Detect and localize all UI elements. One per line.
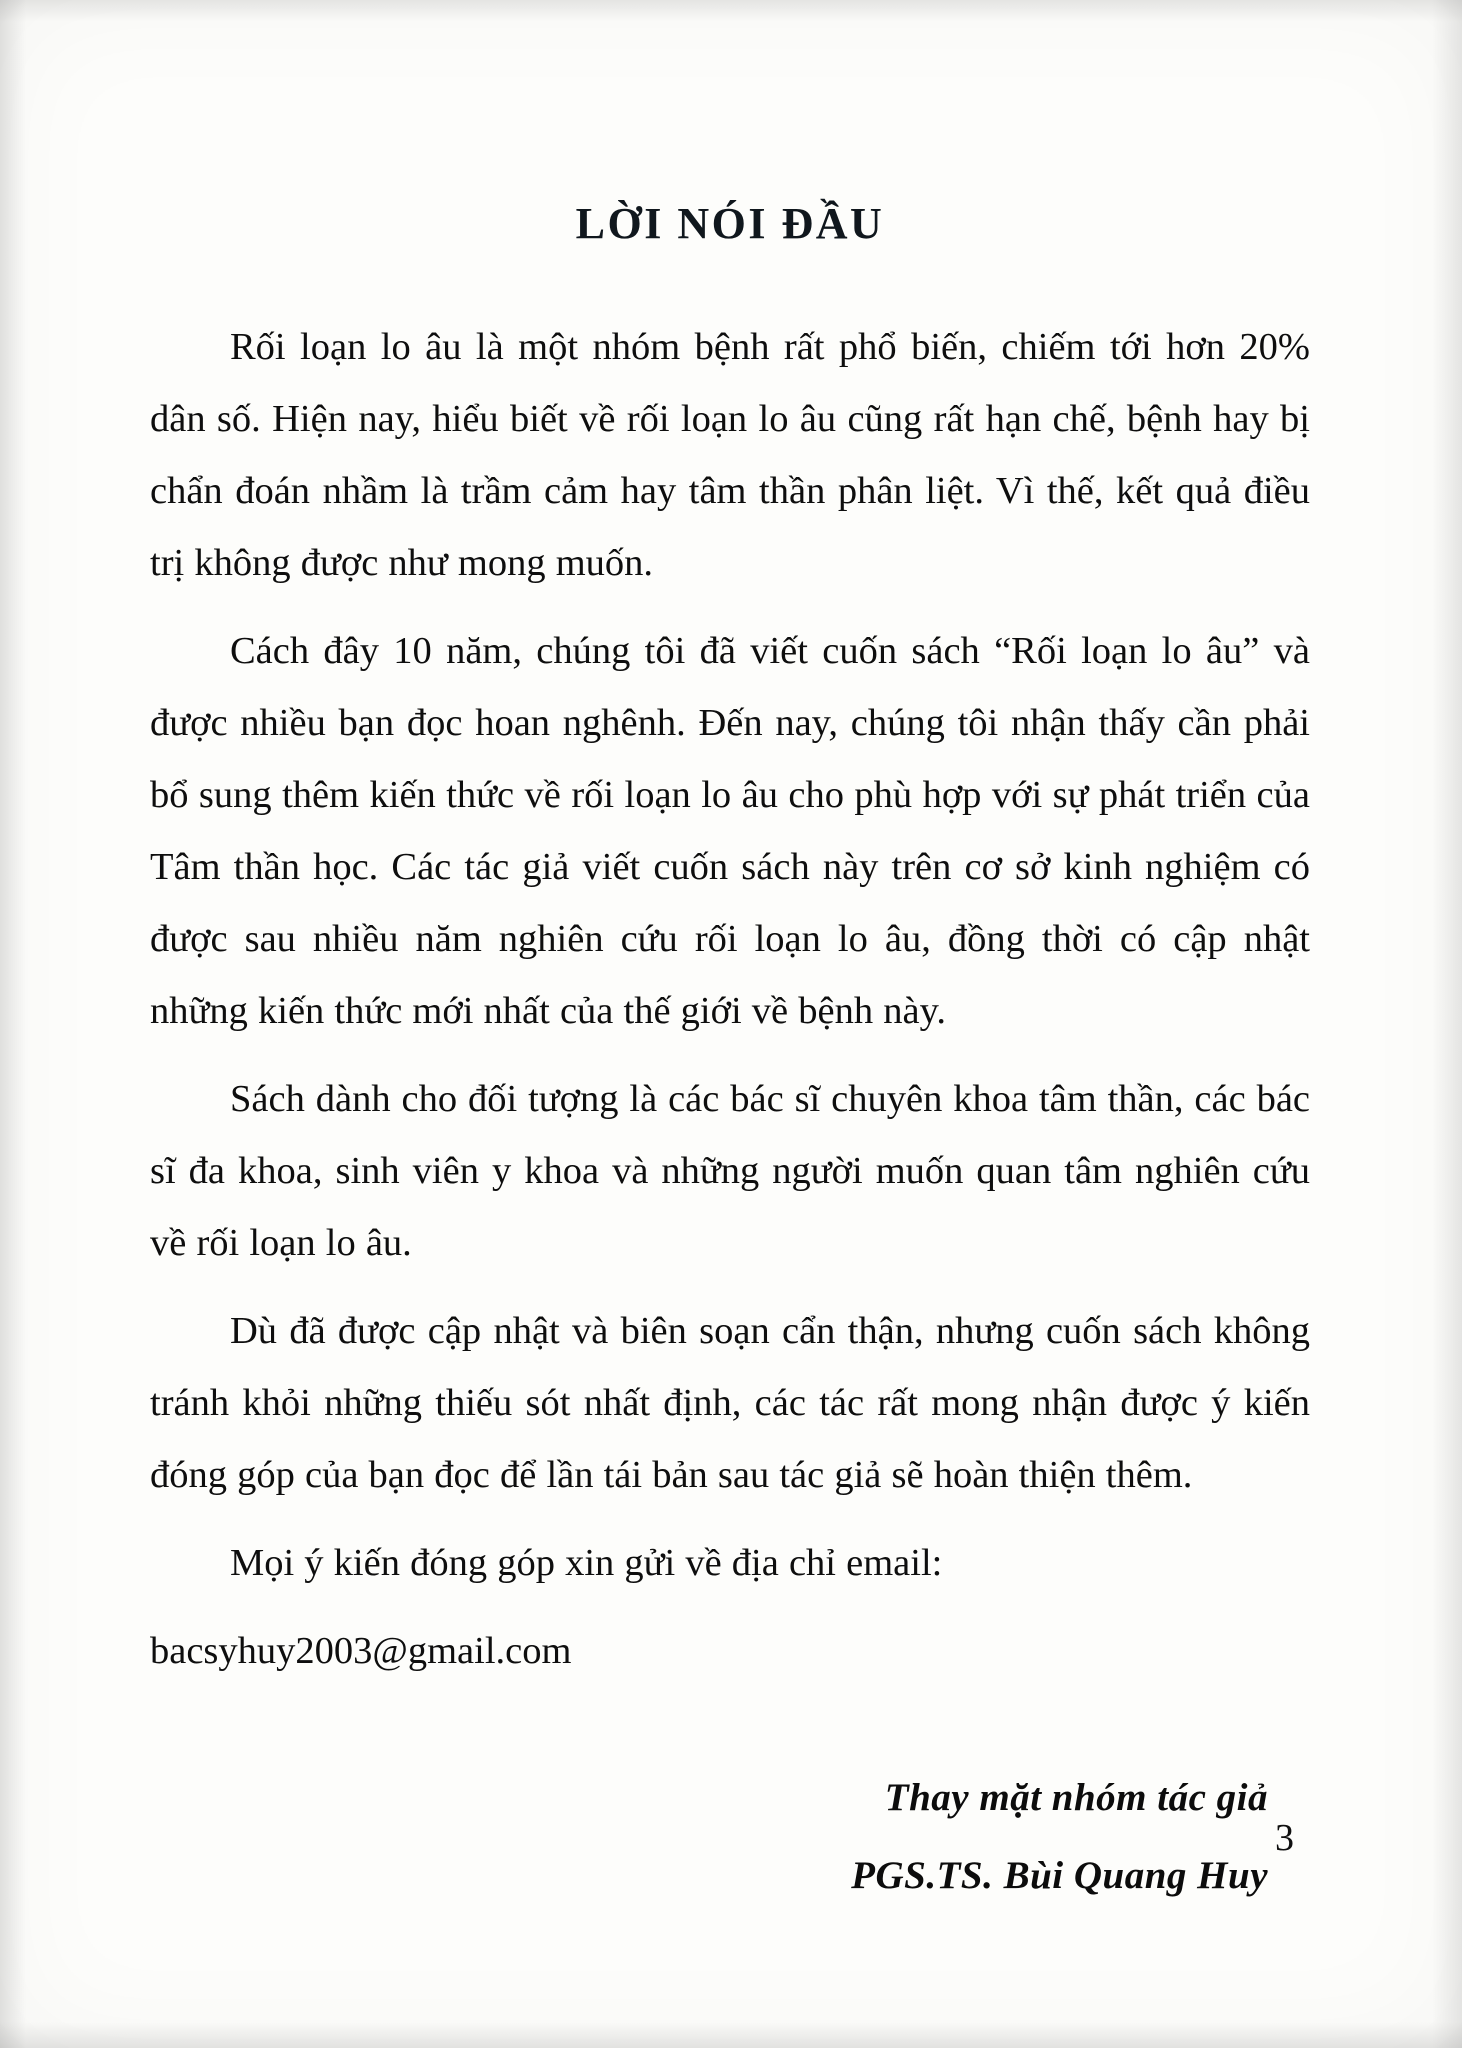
- scan-edge-left: [0, 0, 26, 2048]
- signature-role: Thay mặt nhóm tác giả: [884, 1776, 1268, 1819]
- scan-edge-right: [1432, 0, 1462, 2048]
- paragraph-4: Dù đã được cập nhật và biên soạn cẩn thận, nhưng cuốn sách không tránh khỏi những thiếu sót nhất định, các tác rất mong nhận được ý kiến đóng góp của bạn đọc để lần tái bản sau tác giả sẽ hoàn thiện thêm.: [150, 1310, 1310, 1496]
- page-content: [150, 150, 1310, 1915]
- page-title: LỜI NÓI ĐẦU: [575, 199, 885, 248]
- preface-body: [150, 311, 1310, 1687]
- signature-block: [150, 1759, 1310, 1915]
- paragraph-2: Cách đây 10 năm, chúng tôi đã viết cuốn sách “Rối loạn lo âu” và được nhiều bạn đọc hoan nghênh. Đến nay, chúng tôi nhận thấy cần phải bổ sung thêm kiến thức về rối loạn lo âu cho phù hợp với sự phát triển của Tâm thần học. Các tác giả viết cuốn sách này trên cơ sở kinh nghiệm có được sau nhiều năm nghiên cứu rối loạn lo âu, đồng thời có cập nhật những kiến thức mới nhất của thế giới về bệnh này.: [150, 630, 1310, 1032]
- paragraph-3: Sách dành cho đối tượng là các bác sĩ chuyên khoa tâm thần, các bác sĩ đa khoa, sinh viên y khoa và những người muốn quan tâm nghiên cứu về rối loạn lo âu.: [150, 1078, 1310, 1264]
- paragraph-1: Rối loạn lo âu là một nhóm bệnh rất phổ biến, chiếm tới hơn 20% dân số. Hiện nay, hiểu biết về rối loạn lo âu cũng rất hạn chế, bệnh hay bị chẩn đoán nhầm là trầm cảm hay tâm thần phân liệt. Vì thế, kết quả điều trị không được như mong muốn.: [150, 326, 1310, 584]
- contact-email: bacsyhuy2003@gmail.com: [150, 1630, 572, 1672]
- page-number: 3: [1275, 1817, 1294, 1859]
- paragraph-5-email-intro: Mọi ý kiến đóng góp xin gửi về địa chỉ email:: [230, 1542, 943, 1584]
- signature-name: PGS.TS. Bùi Quang Huy: [851, 1854, 1268, 1897]
- scan-edge-top: [0, 0, 1462, 22]
- scan-edge-bottom: [0, 2022, 1462, 2048]
